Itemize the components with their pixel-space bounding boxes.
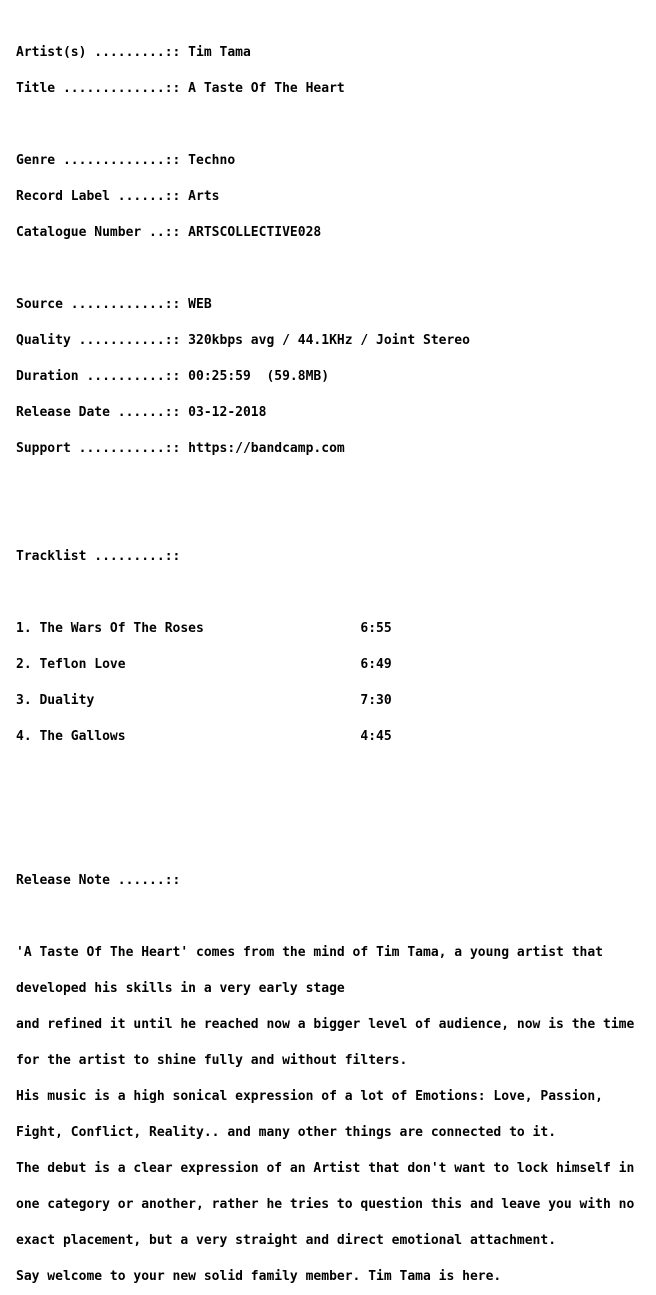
genre-line: Genre .............:: Techno — [16, 153, 236, 168]
record-label-line: Record Label ......:: Arts — [16, 189, 220, 204]
spacer — [16, 767, 652, 779]
release-note-line: one category or another, rather he tries to question this and leave you with no — [16, 1197, 635, 1212]
support-line: Support ...........:: https://bandcamp.com — [16, 441, 345, 456]
release-note-line: for the artist to shine fully and without filters. — [16, 1053, 408, 1068]
spacer — [16, 803, 652, 815]
spacer — [16, 515, 652, 527]
source-line: Source ............:: WEB — [16, 297, 212, 312]
release-date-line: Release Date ......:: 03-12-2018 — [16, 405, 267, 420]
spacer — [16, 911, 652, 923]
release-note-line: exact placement, but a very straight and direct emotional attachment. — [16, 1233, 557, 1248]
release-note-line: His music is a high sonical expression of a lot of Emotions: Love, Passion, — [16, 1089, 603, 1104]
release-note-line: Fight, Conflict, Reality.. and many other things are connected to it. — [16, 1125, 557, 1140]
duration-line: Duration ..........:: 00:25:59 (59.8MB) — [16, 369, 330, 384]
track-item: 1. The Wars Of The Roses 6:55 — [16, 621, 392, 636]
title-line: Title .............:: A Taste Of The Heart — [16, 81, 345, 96]
release-note-line: and refined it until he reached now a bigger level of audience, now is the time — [16, 1017, 635, 1032]
spacer — [16, 479, 652, 491]
spacer — [16, 119, 652, 131]
tracklist-heading: Tracklist .........:: — [16, 549, 181, 564]
track-item: 3. Duality 7:30 — [16, 693, 392, 708]
release-note-line: developed his skills in a very early stage — [16, 981, 345, 996]
artist-line: Artist(s) .........:: Tim Tama — [16, 45, 251, 60]
spacer — [16, 587, 652, 599]
spacer — [16, 839, 652, 851]
release-note-line: 'A Taste Of The Heart' comes from the mind of Tim Tama, a young artist that — [16, 945, 603, 960]
release-note-line: The debut is a clear expression of an Artist that don't want to lock himself in — [16, 1161, 635, 1176]
quality-line: Quality ...........:: 320kbps avg / 44.1KHz / Joint Stereo — [16, 333, 470, 348]
release-note-heading: Release Note ......:: — [16, 873, 181, 888]
release-note-line: Say welcome to your new solid family member. Tim Tama is here. — [16, 1269, 502, 1284]
spacer — [16, 263, 652, 275]
track-item: 2. Teflon Love 6:49 — [16, 657, 392, 672]
catalogue-number-line: Catalogue Number ..:: ARTSCOLLECTIVE028 — [16, 225, 322, 240]
track-item: 4. The Gallows 4:45 — [16, 729, 392, 744]
nfo-text-block — [16, 23, 652, 1295]
